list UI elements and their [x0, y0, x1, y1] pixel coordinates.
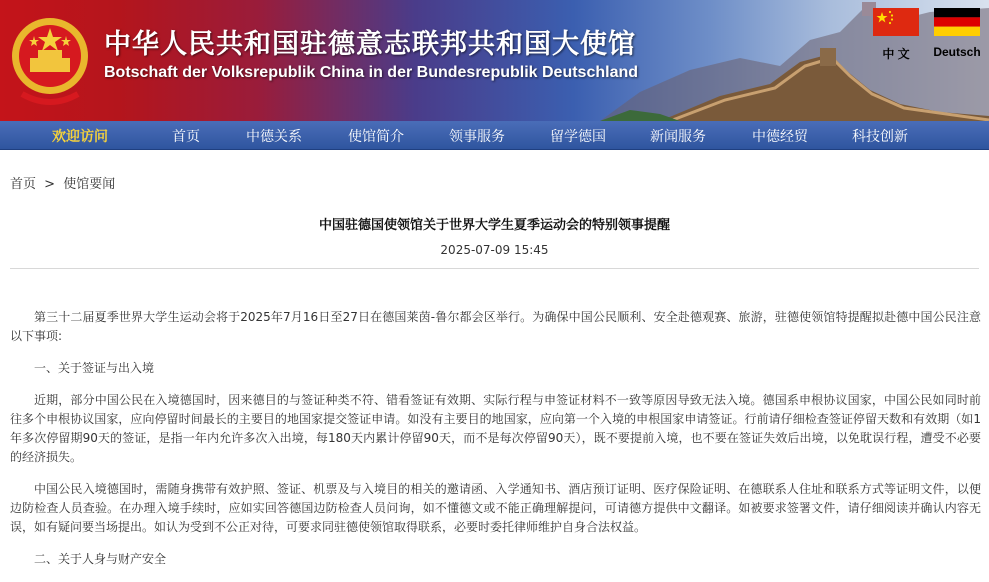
nav-home[interactable]: 首页	[172, 129, 200, 145]
nav-study-in-germany[interactable]: 留学德国	[550, 129, 606, 145]
site-title-de: Botschaft der Volksrepublik China in der Bundesrepublik Deutschland	[104, 64, 639, 81]
article-paragraph: 第三十二届夏季世界大学生运动会将于2025年7月16日至27日在德国莱茵-鲁尔都会区举行。为确保中国公民顺利、安全赴德观赛、旅游，驻德使领馆特提醒拟赴德中国公民注意以下事项:	[10, 310, 981, 343]
divider	[10, 268, 979, 269]
section-heading: 一、关于签证与出入境	[34, 361, 155, 375]
national-emblem-icon	[8, 10, 92, 110]
nav-embassy-intro[interactable]: 使馆简介	[348, 129, 404, 145]
section-heading: 二、关于人身与财产安全	[34, 552, 167, 566]
site-title-zh: 中华人民共和国驻德意志联邦共和国大使馆	[104, 29, 636, 60]
article-date: 2025-07-09 15:45	[440, 243, 549, 257]
germany-flag-icon	[934, 8, 980, 36]
article-body	[10, 308, 981, 582]
article-paragraph: 近期，部分中国公民在入境德国时，因来德目的与签证种类不符、错看签证有效期、实际行程与申签证材料不一致等原因导致无法入境。德国系申根协议国家，中国公民如同时前往多个申根协议国家，应向停留时间最长的主要目的地国家提交签证申请。如没有主要目的地国家，应向第一个入境的申根国家申请签证。行前请仔细检查签证停留天数和有效期（如1年多次停留期90天的签证，是指一年内允许多次入出境，每180天内累计停留90天，而不是每次停留90天），既不要提前入境，也不要在签证失效后出境，以免耽误行程，遭受不必要的经济损失。	[10, 393, 981, 464]
nav-consular-services[interactable]: 领事服务	[449, 129, 505, 145]
main-nav	[0, 121, 989, 150]
nav-news-services[interactable]: 新闻服务	[650, 129, 706, 145]
breadcrumb-home-link[interactable]: 首页	[10, 177, 37, 192]
language-chinese-button[interactable]	[870, 8, 922, 62]
language-german-label: Deutsch	[933, 45, 981, 59]
nav-tech-innovation[interactable]: 科技创新	[852, 129, 908, 145]
breadcrumb-separator: >	[44, 177, 56, 192]
nav-welcome: 欢迎访问	[52, 129, 108, 145]
site-banner	[0, 0, 989, 121]
language-chinese-label: 中 文	[882, 47, 910, 61]
language-german-button[interactable]	[931, 8, 983, 59]
breadcrumb-current-link[interactable]: 使馆要闻	[63, 177, 116, 192]
article-paragraph: 中国公民入境德国时，需随身携带有效护照、签证、机票及与入境目的相关的邀请函、入学通知书、酒店预订证明、医疗保险证明、在德联系人住址和联系方式等证明文件，以便边防检查人员查验。在办理入境手续时，应如实回答德国边防检查人员问询，如不懂德文或不能正确理解提问，可请德方提供中文翻译。如被要求签署文件，请仔细阅读并确认内容无误，如有疑问要当场提出。如认为受到不公正对待，可要求同驻德使领馆取得联系，必要时委托律师维护自身合法权益。	[10, 482, 981, 534]
nav-economy-trade[interactable]: 中德经贸	[752, 129, 808, 145]
breadcrumb	[10, 173, 119, 192]
article-title: 中国驻德国使领馆关于世界大学生夏季运动会的特别领事提醒	[318, 218, 670, 233]
nav-sino-german-relations[interactable]: 中德关系	[246, 129, 302, 145]
china-flag-icon	[873, 8, 919, 36]
